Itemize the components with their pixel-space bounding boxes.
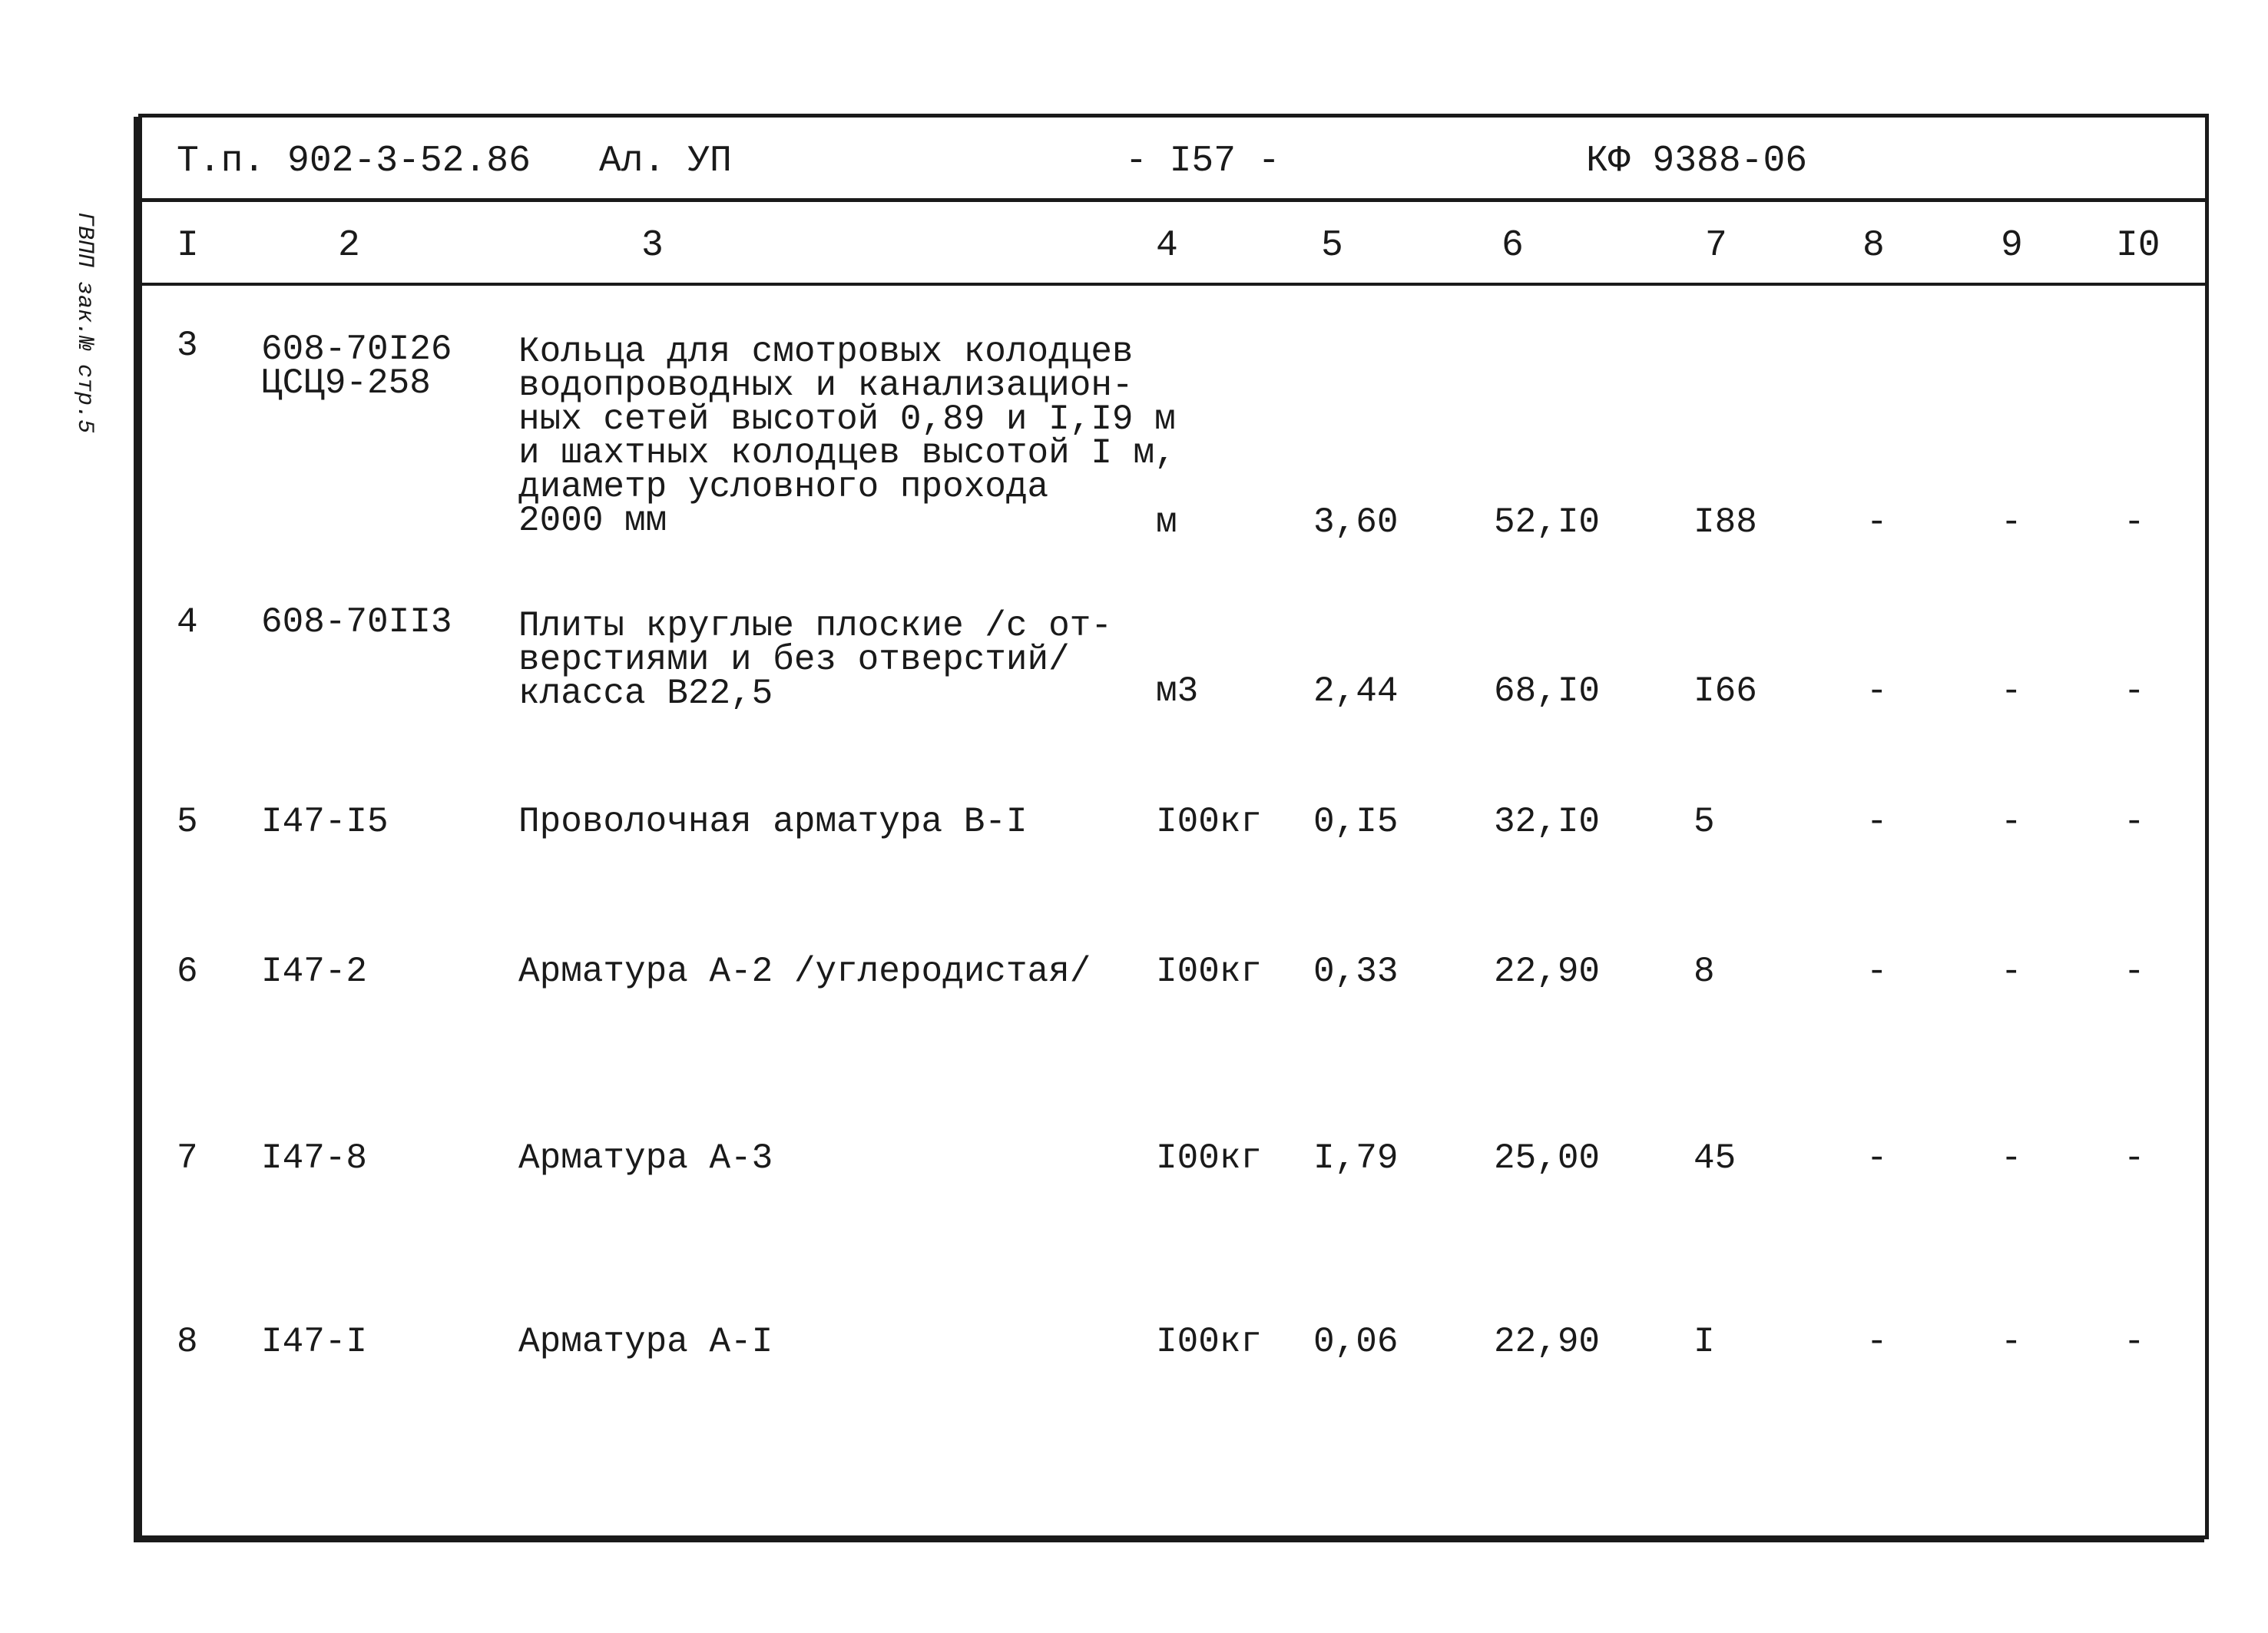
row-description: Плиты круглые плоские /с от- верстиями и без отверстий/ класса B22,5 [518,606,1112,714]
row-col9: - [2001,671,2022,711]
row-quantity: I,79 [1313,1138,1399,1178]
row-price: 52,I0 [1494,502,1601,542]
column-number: 5 [1321,225,1343,267]
row-quantity: 3,60 [1313,502,1399,542]
row-total: I66 [1694,671,1757,711]
row-description: Проволочная арматура В-I [518,802,1028,842]
column-number: 3 [641,225,664,267]
row-code: I47-2 [261,952,368,992]
row-price: 22,90 [1494,1322,1601,1362]
row-quantity: 0,06 [1313,1322,1399,1362]
row-col9: - [2001,952,2022,992]
row-unit: I00кг [1156,1322,1263,1362]
row-quantity: 2,44 [1313,671,1399,711]
document-code: КФ 9388-06 [1586,141,1808,182]
column-number: 9 [2001,225,2023,267]
side-stamp [61,123,108,522]
column-number: I0 [2116,225,2160,267]
row-col8: - [1866,952,1888,992]
row-col10: - [2124,1138,2145,1178]
row-total: I88 [1694,502,1757,542]
row-unit: I00кг [1156,1138,1263,1178]
row-price: 68,I0 [1494,671,1601,711]
row-col10: - [2124,1322,2145,1362]
row-code: 608-70II3 [261,602,452,642]
row-number: 8 [177,1322,198,1362]
row-description: Арматура А-I [518,1322,773,1362]
row-unit: I00кг [1156,952,1263,992]
row-description: Арматура А-3 [518,1138,773,1178]
project-number: Т.п. 902-3-52.86 [177,141,531,182]
row-col10: - [2124,502,2145,542]
row-price: 25,00 [1494,1138,1601,1178]
row-col10: - [2124,802,2145,842]
row-number: 7 [177,1138,198,1178]
row-code: I47-I [261,1322,368,1362]
column-number-row [142,202,2205,286]
row-code: I47-8 [261,1138,368,1178]
column-number: I [177,225,199,267]
row-number: 5 [177,802,198,842]
row-unit: м [1156,502,1177,542]
row-col9: - [2001,1138,2022,1178]
column-number: 8 [1862,225,1885,267]
row-unit: I00кг [1156,802,1263,842]
row-col9: - [2001,502,2022,542]
column-number: 4 [1156,225,1178,267]
album-number: Ал. УП [599,141,732,182]
row-col10: - [2124,952,2145,992]
column-number: 7 [1705,225,1727,267]
row-total: I [1694,1322,1715,1362]
row-total: 5 [1694,802,1715,842]
row-col8: - [1866,502,1888,542]
row-quantity: 0,33 [1313,952,1399,992]
row-col10: - [2124,671,2145,711]
row-price: 32,I0 [1494,802,1601,842]
row-quantity: 0,I5 [1313,802,1399,842]
document-frame [138,114,2209,1539]
row-code: 608-70I26 ЦСЦ9-258 [261,330,452,403]
side-stamp-text: ГВПП зак.№ стр.5 [71,211,98,434]
row-number: 4 [177,602,198,642]
row-number: 3 [177,326,198,366]
row-col8: - [1866,1322,1888,1362]
page-number: - I57 - [1125,141,1280,182]
row-col9: - [2001,802,2022,842]
row-total: 45 [1694,1138,1737,1178]
column-number: 6 [1502,225,1524,267]
column-number: 2 [338,225,360,267]
row-code: I47-I5 [261,802,389,842]
row-col8: - [1866,671,1888,711]
row-description: Кольца для смотровых колодцев водопроводных и канализацион- ных сетей высотой 0,89 и I,I9 м и шахтных колодцев высотой I м, диаметр условного прохода 2000 мм [518,332,1176,541]
row-total: 8 [1694,952,1715,992]
row-description: Арматура А-2 /углеродистая/ [518,952,1091,992]
row-col8: - [1866,1138,1888,1178]
row-col9: - [2001,1322,2022,1362]
row-unit: м3 [1156,671,1199,711]
row-price: 22,90 [1494,952,1601,992]
row-number: 6 [177,952,198,992]
row-col8: - [1866,802,1888,842]
header-row [142,118,2205,202]
